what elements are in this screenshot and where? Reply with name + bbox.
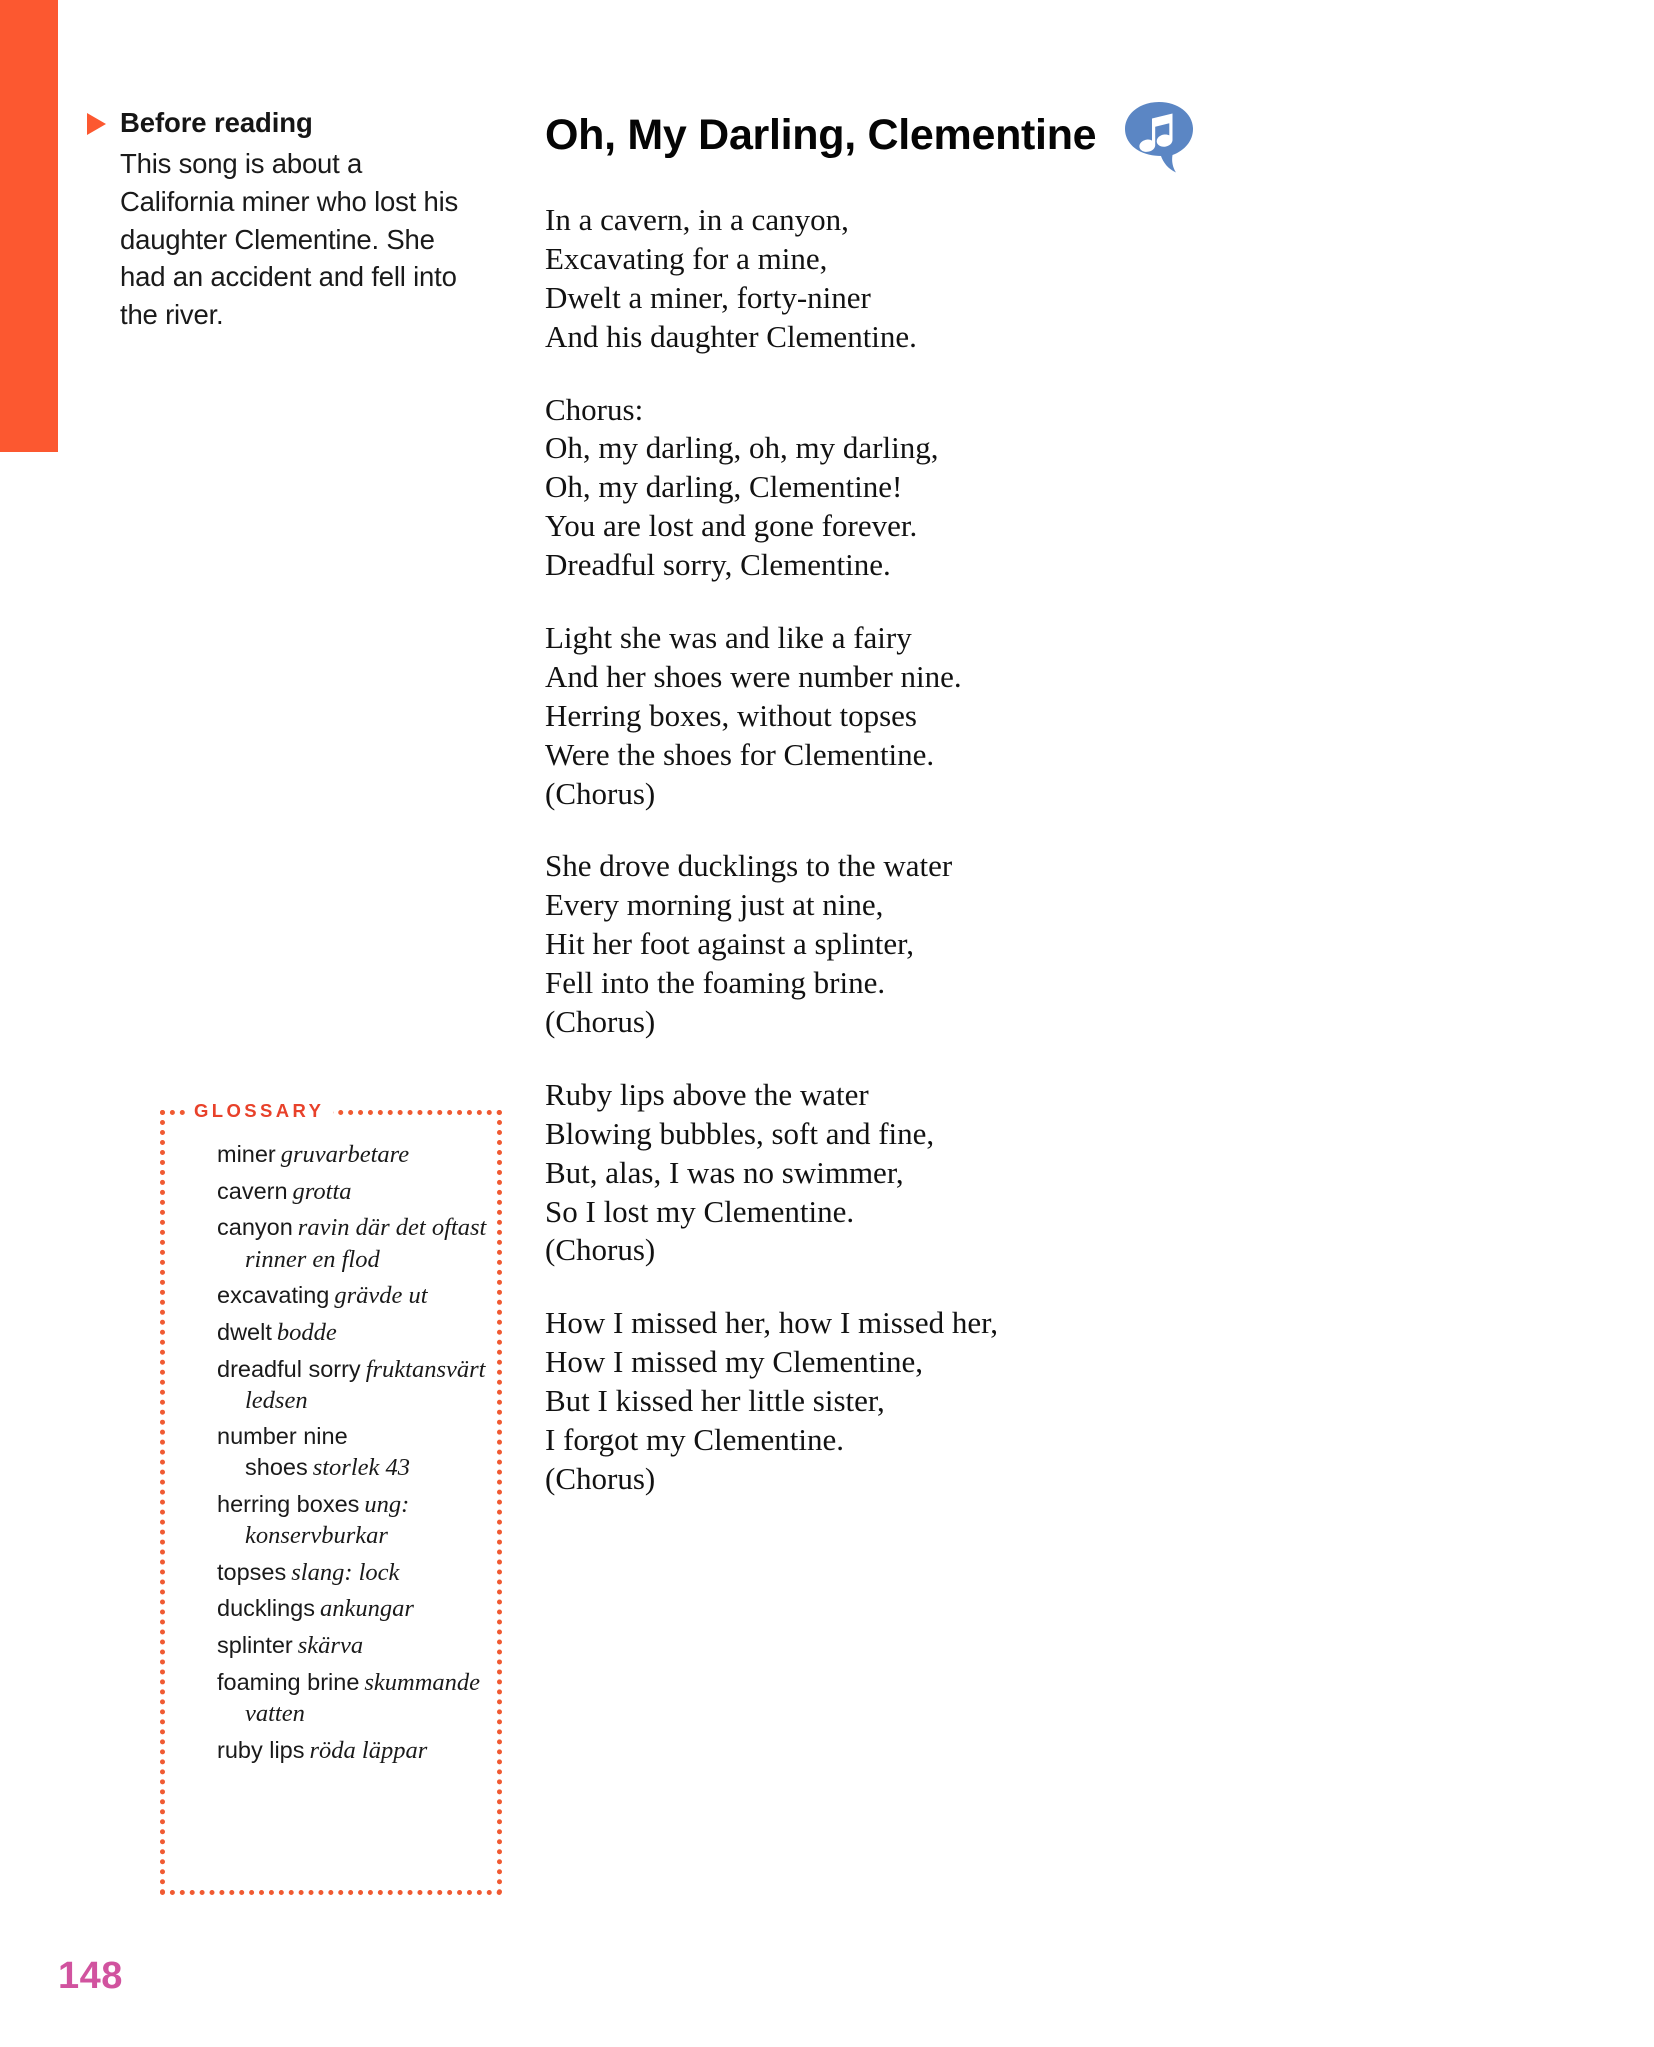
lyric-line: Dwelt a miner, forty-niner xyxy=(545,279,871,315)
lyric-line: Oh, my darling, Clementine! xyxy=(545,469,903,505)
lyric-line: Fell into the foaming brine. xyxy=(545,965,886,1001)
lyric-line: Ruby lips above the water xyxy=(545,1076,869,1112)
lyric-stanza xyxy=(545,619,1545,813)
lyric-line: Excavating for a mine, xyxy=(545,240,828,276)
before-reading-heading: Before reading xyxy=(120,107,313,138)
glossary-entry xyxy=(189,1422,487,1483)
lyric-line: Chorus: xyxy=(545,391,644,427)
glossary-term: splinter xyxy=(217,1632,293,1658)
glossary-entry xyxy=(189,1735,487,1766)
glossary-entry xyxy=(189,1139,487,1170)
before-reading-block xyxy=(120,104,472,334)
glossary-translation: röda läppar xyxy=(309,1736,428,1764)
glossary-term: miner xyxy=(217,1141,276,1167)
glossary-entry xyxy=(189,1317,487,1348)
lyric-line: (Chorus) xyxy=(545,1232,656,1268)
lyric-line: She drove ducklings to the water xyxy=(545,848,953,884)
glossary-box xyxy=(160,1100,502,1895)
glossary-term: dreadful sorry xyxy=(217,1355,361,1382)
glossary-term: cavern xyxy=(217,1177,288,1204)
glossary-term: foaming brine xyxy=(217,1668,360,1695)
lyric-line: But I kissed her little sister, xyxy=(545,1383,885,1419)
lyric-line: You are lost and gone forever. xyxy=(545,508,918,544)
lyric-line: How I missed my Clementine, xyxy=(545,1344,923,1380)
glossary-entry xyxy=(189,1593,487,1624)
lyric-line: Dreadful sorry, Clementine. xyxy=(545,547,891,583)
glossary-entry xyxy=(189,1176,487,1207)
lyric-stanza xyxy=(545,201,1545,357)
lyric-line: (Chorus) xyxy=(545,775,656,811)
song-block xyxy=(545,96,1545,1499)
glossary-entry xyxy=(189,1212,487,1274)
song-title-row xyxy=(545,96,1545,175)
lyric-line: Oh, my darling, oh, my darling, xyxy=(545,430,939,466)
glossary-translation: skummande vatten xyxy=(245,1668,481,1727)
glossary-translation: fruktansvärt ledsen xyxy=(245,1355,486,1415)
lyric-line: Blowing bubbles, soft and fine, xyxy=(545,1115,935,1151)
song-title: Oh, My Darling, Clementine xyxy=(545,110,1097,159)
before-reading-heading-row xyxy=(120,104,472,141)
glossary-term: excavating xyxy=(217,1282,330,1309)
glossary-translation: slang: lock xyxy=(291,1558,400,1586)
lyric-line: Light she was and like a fairy xyxy=(545,620,912,656)
lyric-stanza xyxy=(545,1304,1545,1498)
lyric-line: Every morning just at nine, xyxy=(545,887,884,923)
lyric-line: In a cavern, in a canyon, xyxy=(545,202,849,237)
lyric-stanza xyxy=(545,847,1545,1041)
lyric-stanza xyxy=(545,391,1545,585)
lyric-line: Were the shoes for Clementine. xyxy=(545,736,935,772)
glossary-entry xyxy=(189,1557,487,1588)
lyric-stanza xyxy=(545,1076,1545,1270)
lyric-line: How I missed her, how I missed her, xyxy=(545,1305,998,1341)
lyric-line: (Chorus) xyxy=(545,1004,656,1040)
glossary-term: ducklings xyxy=(217,1595,315,1622)
glossary-translation: gruvarbetare xyxy=(280,1141,410,1168)
lyric-line: And her shoes were number nine. xyxy=(545,658,962,694)
glossary-translation: bodde xyxy=(276,1319,337,1347)
lyric-line: So I lost my Clementine. xyxy=(545,1193,855,1229)
lyric-line: And his daughter Clementine. xyxy=(545,318,917,354)
lyric-line: I forgot my Clementine. xyxy=(545,1422,845,1458)
page-number: 148 xyxy=(58,1955,123,1997)
triangle-right-icon xyxy=(87,113,106,135)
glossary-translation: grävde ut xyxy=(334,1282,428,1310)
glossary-translation: storlek 43 xyxy=(312,1453,411,1481)
glossary-term: number nine shoes xyxy=(217,1422,348,1480)
lyric-line: Herring boxes, without topses xyxy=(545,697,917,733)
glossary-translation: grotta xyxy=(292,1177,352,1205)
lyric-line: (Chorus) xyxy=(545,1460,656,1496)
song-lyrics xyxy=(545,201,1545,1499)
lyric-line: Hit her foot against a splinter, xyxy=(545,926,914,962)
glossary-term: canyon xyxy=(217,1214,293,1241)
glossary-term: topses xyxy=(217,1558,287,1585)
glossary-entry xyxy=(189,1630,487,1661)
glossary-translation: skärva xyxy=(297,1632,364,1659)
glossary-translation: ankungar xyxy=(319,1595,414,1623)
glossary-title: GLOSSARY xyxy=(187,1100,333,1122)
music-note-speech-bubble-icon[interactable] xyxy=(1123,100,1195,179)
glossary-translation: ung: konservburkar xyxy=(245,1490,410,1549)
glossary-entry-list xyxy=(189,1139,487,1771)
glossary-entry xyxy=(189,1354,487,1416)
orange-edge-tab xyxy=(0,0,58,452)
glossary-entry xyxy=(189,1667,487,1729)
before-reading-body: This song is about a California miner who lost his daughter Clementine. She had an accident and fell into the river. xyxy=(120,148,459,331)
glossary-entry xyxy=(189,1280,487,1311)
glossary-term: ruby lips xyxy=(217,1736,305,1763)
lyric-line: But, alas, I was no swimmer, xyxy=(545,1154,904,1190)
glossary-entry xyxy=(189,1489,487,1551)
glossary-term: herring boxes xyxy=(217,1490,360,1517)
glossary-term: dwelt xyxy=(217,1319,272,1346)
glossary-translation: ravin där det oftast rinner en flod xyxy=(245,1214,487,1273)
